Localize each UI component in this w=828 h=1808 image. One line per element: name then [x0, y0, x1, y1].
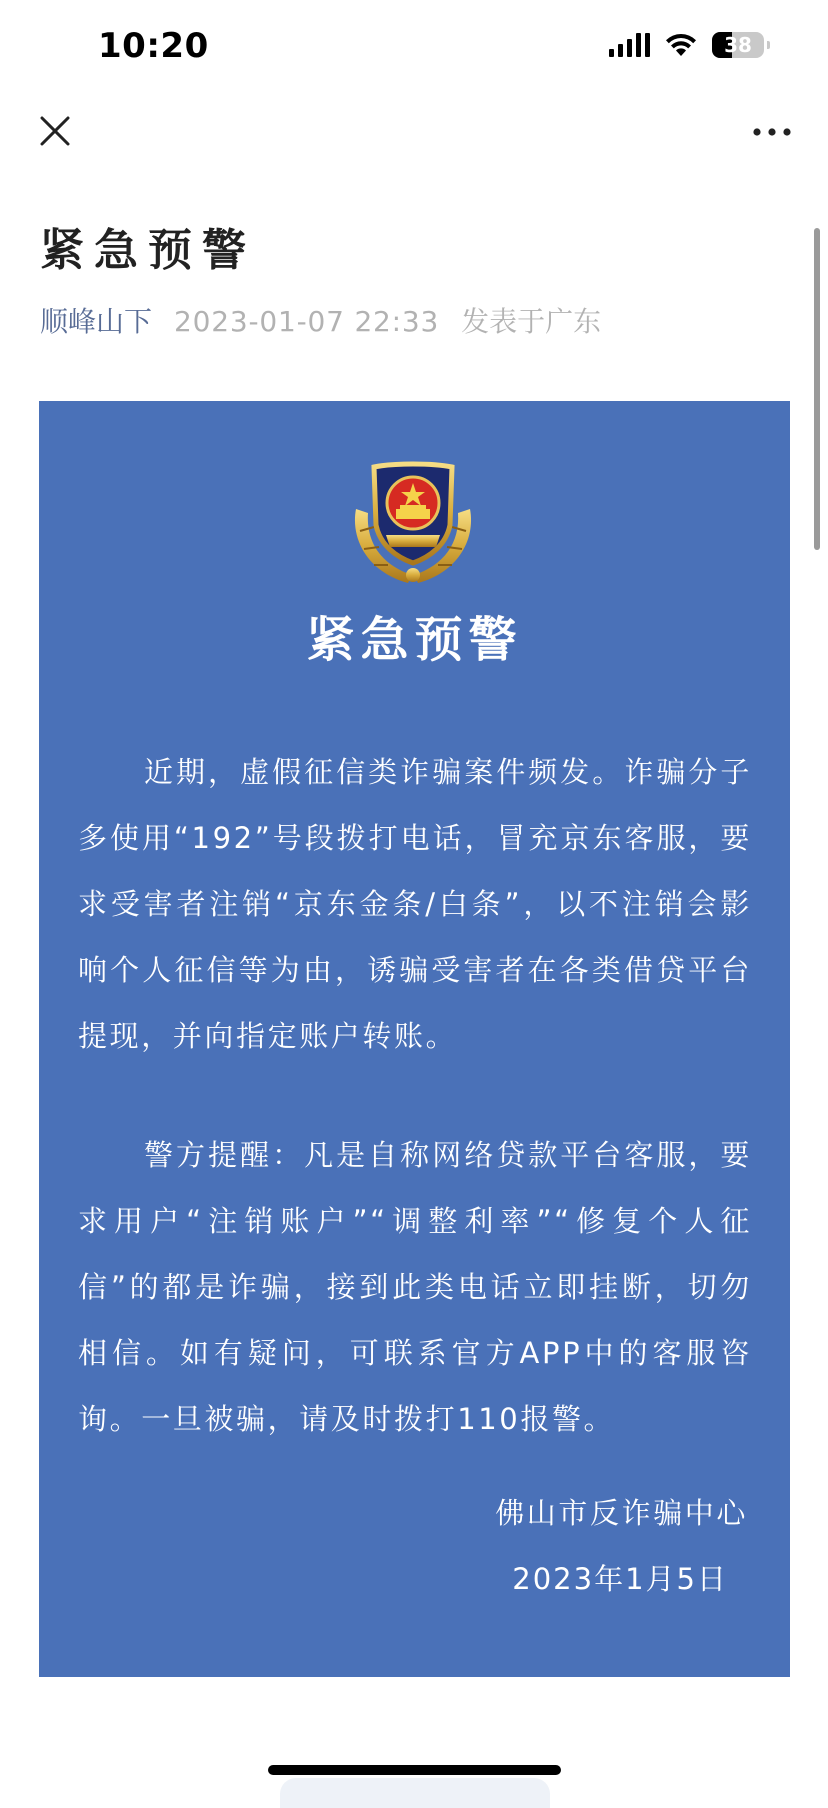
status-time: 10:20: [98, 26, 209, 66]
notice-signature: 佛山市反诈骗中心: [495, 1496, 748, 1530]
status-icons: [609, 32, 764, 58]
notice-card: [39, 401, 790, 1677]
close-icon: [38, 114, 72, 148]
more-options-button[interactable]: [752, 122, 792, 142]
notice-paragraph-1: 近期，虚假征信类诈骗案件频发。诈骗分子多使用“192”号段拨打电话，冒充京东客服，要求受害者注销“京东金条/白条”，以不注销会影响个人征信等为由，诱骗受害者在各类借贷平台提现，并向指定账户转账。: [78, 755, 752, 1053]
wifi-icon: [664, 32, 698, 58]
status-bar: [0, 0, 828, 100]
police-emblem-icon: [346, 451, 480, 587]
battery-icon: [712, 32, 764, 58]
cellular-signal-icon: [609, 33, 650, 57]
scrollbar[interactable]: [814, 228, 820, 550]
close-button[interactable]: [38, 114, 72, 148]
battery-cap: [767, 41, 770, 49]
article-title: 紧急预警: [40, 225, 256, 276]
publish-date: 2023-01-07 22:33: [174, 305, 440, 338]
battery-level: 38: [724, 33, 752, 57]
author-link[interactable]: 顺峰山下: [40, 305, 153, 338]
publish-location: 发表于广东: [461, 305, 602, 338]
notice-date: 2023年1月5日: [512, 1562, 728, 1596]
bottom-content-peek: [280, 1778, 550, 1808]
notice-paragraph-2: 警方提醒：凡是自称网络贷款平台客服，要求用户“注销账户”“调整利率”“修复个人征信”的都是诈骗，接到此类电话立即挂断，切勿相信。如有疑问，可联系官方APP中的客服咨询。一旦被骗，请及时拨打110报警。: [78, 1138, 752, 1436]
more-options-icon: [752, 122, 792, 142]
notice-title: 紧急预警: [306, 612, 523, 668]
article-meta: [40, 300, 601, 340]
home-indicator[interactable]: [268, 1765, 561, 1775]
